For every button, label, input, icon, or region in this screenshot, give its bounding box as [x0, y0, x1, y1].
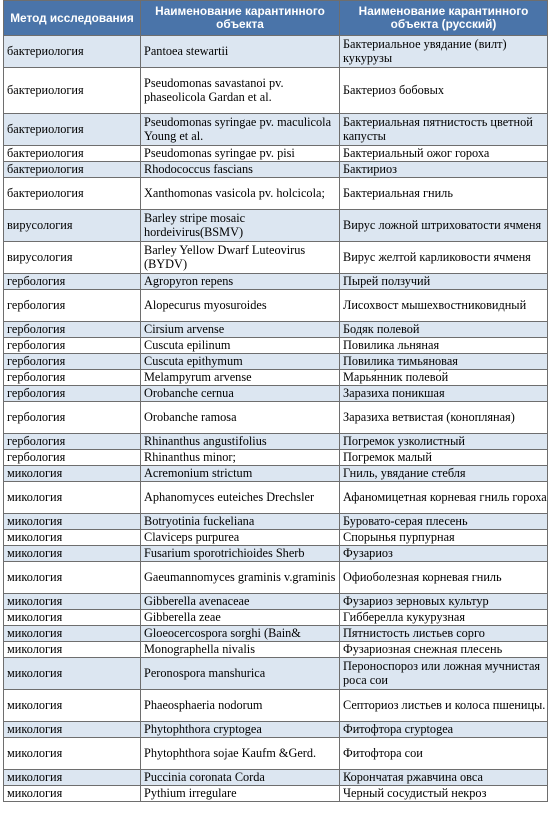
russian-name-cell: Погремок малый	[340, 450, 548, 466]
method-cell: микология	[4, 690, 141, 722]
russian-name-cell: Пырей ползучий	[340, 274, 548, 290]
quarantine-objects-table	[3, 0, 548, 802]
latin-name-cell: Aphanomyces euteiches Drechsler	[141, 482, 340, 514]
latin-name-cell: Barley Yellow Dwarf Luteovirus (BYDV)	[141, 242, 340, 274]
latin-name-cell: Pantoea stewartii	[141, 36, 340, 68]
latin-name-cell: Botryotinia fuckeliana	[141, 514, 340, 530]
method-cell: гербология	[4, 402, 141, 434]
table-body	[4, 36, 548, 802]
russian-name-cell: Марья́нник полево́й	[340, 370, 548, 386]
latin-name-cell: Pythium irregulare	[141, 786, 340, 802]
russian-name-cell: Фитофтора сои	[340, 738, 548, 770]
method-cell: микология	[4, 530, 141, 546]
latin-name-cell: Cuscuta epilinum	[141, 338, 340, 354]
table-row	[4, 482, 548, 514]
table-row	[4, 354, 548, 370]
russian-name-cell: Фузариозная снежная плесень	[340, 642, 548, 658]
table-row	[4, 562, 548, 594]
latin-name-cell: Rhinanthus angustifolius	[141, 434, 340, 450]
table-header	[4, 1, 548, 36]
russian-name-cell: Бактириоз	[340, 162, 548, 178]
method-cell: микология	[4, 482, 141, 514]
method-cell: микология	[4, 594, 141, 610]
table-row	[4, 36, 548, 68]
latin-name-cell: Orobanche cernua	[141, 386, 340, 402]
russian-name-cell: Гниль, увядание стебля	[340, 466, 548, 482]
latin-name-cell: Acremonium strictum	[141, 466, 340, 482]
latin-name-cell: Agropyron repens	[141, 274, 340, 290]
latin-name-cell: Phaeosphaeria nodorum	[141, 690, 340, 722]
table-row	[4, 658, 548, 690]
method-cell: микология	[4, 514, 141, 530]
latin-name-cell: Gibberella zeae	[141, 610, 340, 626]
russian-name-cell: Погремок узколистный	[340, 434, 548, 450]
latin-name-cell: Rhodococcus fascians	[141, 162, 340, 178]
method-cell: микология	[4, 738, 141, 770]
method-cell: гербология	[4, 386, 141, 402]
russian-name-cell: Офиоболезная корневая гниль	[340, 562, 548, 594]
table-row	[4, 786, 548, 802]
russian-name-cell: Корончатая ржавчина овса	[340, 770, 548, 786]
russian-name-cell: Фузариоз зерновых культур	[340, 594, 548, 610]
russian-name-cell: Черный сосудистый некроз	[340, 786, 548, 802]
russian-name-cell: Заразиха поникшая	[340, 386, 548, 402]
russian-name-cell: Бактериоз бобовых	[340, 68, 548, 114]
russian-name-cell: Бактериальный ожог гороха	[340, 146, 548, 162]
table-row	[4, 546, 548, 562]
table-row	[4, 770, 548, 786]
russian-name-cell: Афаномицетная корневая гниль гороха	[340, 482, 548, 514]
latin-name-cell: Monographella nivalis	[141, 642, 340, 658]
method-cell: бактериология	[4, 36, 141, 68]
table-row	[4, 642, 548, 658]
method-cell: гербология	[4, 274, 141, 290]
russian-name-cell: Вирус ложной штриховатости ячменя	[340, 210, 548, 242]
method-cell: бактериология	[4, 114, 141, 146]
latin-name-cell: Barley stripe mosaic hordeivirus(BSMV)	[141, 210, 340, 242]
latin-name-cell: Gibberella avenaceae	[141, 594, 340, 610]
method-cell: вирусология	[4, 210, 141, 242]
table-row	[4, 386, 548, 402]
latin-name-cell: Alopecurus myosuroides	[141, 290, 340, 322]
latin-name-cell: Melampyrum arvense	[141, 370, 340, 386]
method-cell: бактериология	[4, 68, 141, 114]
header-method: Метод исследования	[4, 1, 141, 36]
method-cell: микология	[4, 562, 141, 594]
method-cell: микология	[4, 466, 141, 482]
method-cell: микология	[4, 642, 141, 658]
latin-name-cell: Xanthomonas vasicola pv. holcicola;	[141, 178, 340, 210]
russian-name-cell: Лисохвост мышехвостниковидный	[340, 290, 548, 322]
russian-name-cell: Бактериальное увядание (вилт) кукурузы	[340, 36, 548, 68]
russian-name-cell: Пятнистость листьев сорго	[340, 626, 548, 642]
method-cell: бактериология	[4, 162, 141, 178]
table-row	[4, 738, 548, 770]
russian-name-cell: Фузариоз	[340, 546, 548, 562]
latin-name-cell: Puccinia coronata Corda	[141, 770, 340, 786]
russian-name-cell: Бактериальная гниль	[340, 178, 548, 210]
method-cell: микология	[4, 626, 141, 642]
table-row	[4, 210, 548, 242]
table-row	[4, 322, 548, 338]
latin-name-cell: Gaeumannomyces graminis v.graminis	[141, 562, 340, 594]
russian-name-cell: Септориоз листьев и колоса пшеницы.	[340, 690, 548, 722]
table-row	[4, 626, 548, 642]
method-cell: микология	[4, 786, 141, 802]
russian-name-cell: Буровато-серая плесень	[340, 514, 548, 530]
russian-name-cell: Бодяк полевой	[340, 322, 548, 338]
latin-name-cell: Cuscuta epithymum	[141, 354, 340, 370]
table-row	[4, 722, 548, 738]
method-cell: гербология	[4, 450, 141, 466]
table-row	[4, 370, 548, 386]
table-row	[4, 68, 548, 114]
table-row	[4, 290, 548, 322]
header-object-name-russian: Наименование карантинного объекта (русский)	[340, 1, 548, 36]
method-cell: бактериология	[4, 178, 141, 210]
table-row	[4, 594, 548, 610]
table-row	[4, 690, 548, 722]
russian-name-cell: Фитофтора cryptogea	[340, 722, 548, 738]
table-row	[4, 466, 548, 482]
table-row	[4, 338, 548, 354]
method-cell: гербология	[4, 434, 141, 450]
table-row	[4, 450, 548, 466]
header-object-name: Наименование карантинного объекта	[141, 1, 340, 36]
russian-name-cell: Бактериальная пятнистость цветной капусты	[340, 114, 548, 146]
method-cell: гербология	[4, 354, 141, 370]
latin-name-cell: Claviceps purpurea	[141, 530, 340, 546]
latin-name-cell: Rhinanthus minor;	[141, 450, 340, 466]
latin-name-cell: Pseudomonas syringae pv. maculicola Young et al.	[141, 114, 340, 146]
latin-name-cell: Pseudomonas syringae pv. pisi	[141, 146, 340, 162]
russian-name-cell: Повилика льняная	[340, 338, 548, 354]
latin-name-cell: Fusarium sporotrichioides Sherb	[141, 546, 340, 562]
method-cell: микология	[4, 770, 141, 786]
method-cell: гербология	[4, 338, 141, 354]
latin-name-cell: Gloeocercospora sorghi (Bain&	[141, 626, 340, 642]
method-cell: гербология	[4, 370, 141, 386]
method-cell: вирусология	[4, 242, 141, 274]
russian-name-cell: Вирус желтой карликовости ячменя	[340, 242, 548, 274]
method-cell: микология	[4, 546, 141, 562]
table-row	[4, 530, 548, 546]
latin-name-cell: Phytophthora cryptogea	[141, 722, 340, 738]
table-row	[4, 162, 548, 178]
table-row	[4, 274, 548, 290]
table-row	[4, 178, 548, 210]
table-row	[4, 610, 548, 626]
table-row	[4, 514, 548, 530]
table-row	[4, 242, 548, 274]
method-cell: микология	[4, 610, 141, 626]
table-row	[4, 434, 548, 450]
latin-name-cell: Cirsium arvense	[141, 322, 340, 338]
table-row	[4, 146, 548, 162]
russian-name-cell: Спорынья пурпурная	[340, 530, 548, 546]
table-row	[4, 114, 548, 146]
method-cell: гербология	[4, 322, 141, 338]
russian-name-cell: Заразиха ветвистая (конопляная)	[340, 402, 548, 434]
russian-name-cell: Пероноспороз или ложная мучнистая роса сои	[340, 658, 548, 690]
method-cell: микология	[4, 658, 141, 690]
russian-name-cell: Повилика тимьяновая	[340, 354, 548, 370]
method-cell: гербология	[4, 290, 141, 322]
latin-name-cell: Pseudomonas savastanoi pv. phaseolicola Gardan et al.	[141, 68, 340, 114]
method-cell: микология	[4, 722, 141, 738]
russian-name-cell: Гибберелла кукурузная	[340, 610, 548, 626]
table-row	[4, 402, 548, 434]
latin-name-cell: Peronospora manshurica	[141, 658, 340, 690]
latin-name-cell: Orobanche ramosa	[141, 402, 340, 434]
method-cell: бактериология	[4, 146, 141, 162]
header-row	[4, 1, 548, 36]
latin-name-cell: Phytophthora sojae Kaufm &Gerd.	[141, 738, 340, 770]
